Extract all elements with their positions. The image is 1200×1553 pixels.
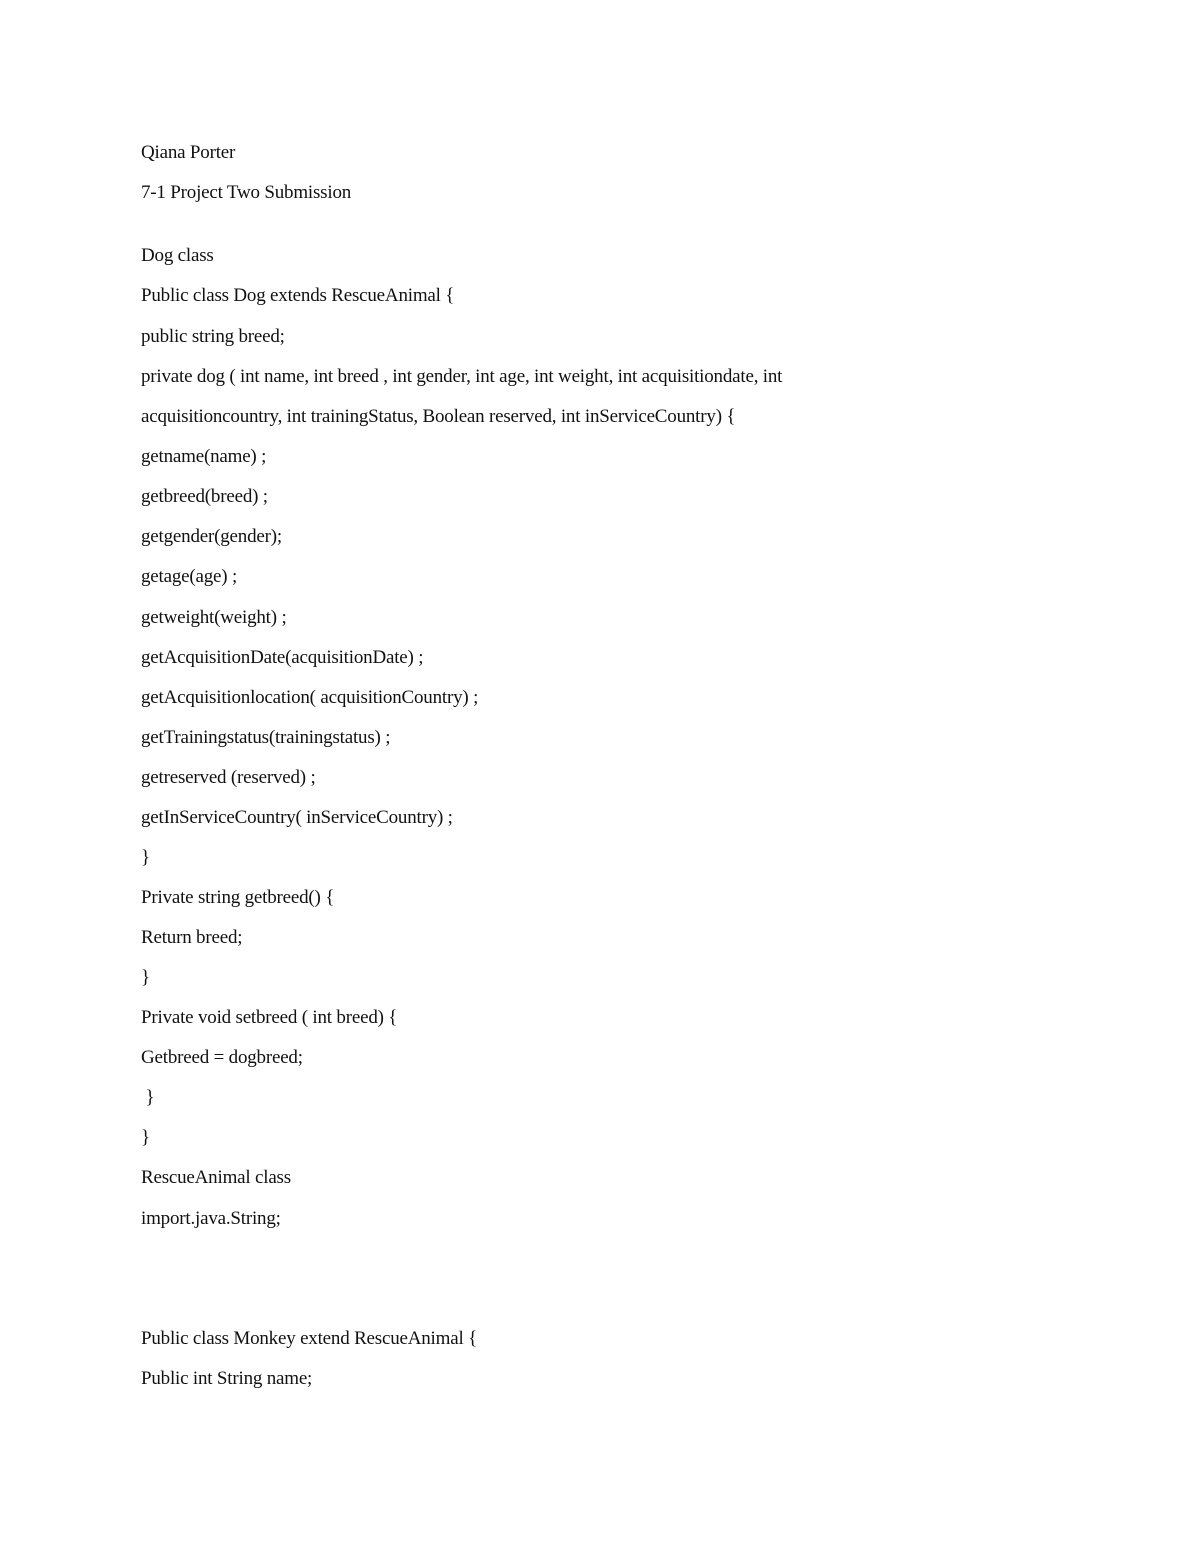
text-line: getreserved (reserved) ;: [141, 767, 316, 788]
author-name: Qiana Porter: [141, 142, 236, 163]
text-line: getweight(weight) ;: [141, 607, 287, 628]
text-line: Public int String name;: [141, 1368, 313, 1389]
text-line: }: [141, 1087, 155, 1108]
text-line: import.java.String;: [141, 1208, 281, 1229]
text-line: getInServiceCountry( inServiceCountry) ;: [141, 807, 453, 828]
text-line: getbreed(breed) ;: [141, 486, 268, 507]
text-line: getage(age) ;: [141, 566, 238, 587]
text-line: }: [141, 1127, 150, 1148]
text-line: RescueAnimal class: [141, 1167, 291, 1188]
text-line: }: [141, 847, 150, 868]
text-line: getAcquisitionlocation( acquisitionCountry) ;: [141, 687, 479, 708]
text-line: Public class Monkey extend RescueAnimal {: [141, 1328, 477, 1349]
text-line: acquisitioncountry, int trainingStatus, Boolean reserved, int inServiceCountry) {: [141, 406, 736, 427]
text-line: getTrainingstatus(trainingstatus) ;: [141, 727, 391, 748]
text-line: Private string getbreed() {: [141, 887, 335, 908]
text-line: }: [141, 967, 150, 988]
text-line: getname(name) ;: [141, 446, 267, 467]
text-line: getgender(gender);: [141, 526, 282, 547]
text-line: Getbreed = dogbreed;: [141, 1047, 303, 1068]
text-line: Private void setbreed ( int breed) {: [141, 1007, 398, 1028]
text-line: Public class Dog extends RescueAnimal {: [141, 285, 455, 306]
assignment-title: 7-1 Project Two Submission: [141, 182, 352, 203]
text-line: private dog ( int name, int breed , int gender, int age, int weight, int acquisitiondate, int: [141, 366, 783, 387]
text-line: Return breed;: [141, 927, 243, 948]
text-line: public string breed;: [141, 326, 285, 347]
text-line: Dog class: [141, 245, 214, 266]
text-line: getAcquisitionDate(acquisitionDate) ;: [141, 647, 424, 668]
